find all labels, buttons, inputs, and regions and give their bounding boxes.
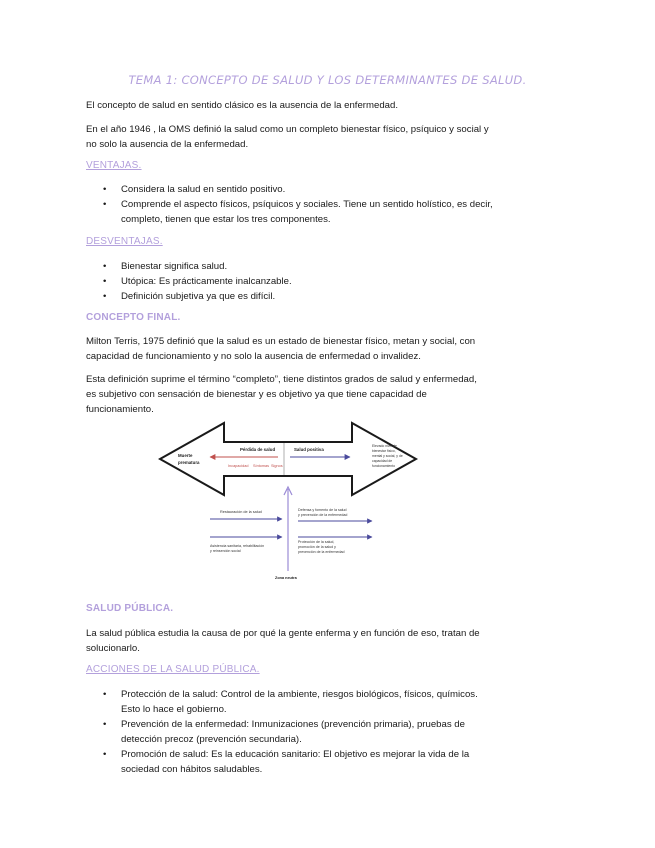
list-item: • Bienestar significa salud. bbox=[86, 259, 516, 274]
list-item: • Utópica: Es prácticamente inalcanzable. bbox=[86, 274, 516, 289]
defensa-label bbox=[298, 508, 348, 517]
defensa-line: Defensa y fomento de la salud bbox=[298, 508, 347, 512]
list-item-line: Definición subjetiva ya que es difícil. bbox=[121, 291, 276, 302]
right-end-line: funcionamiento bbox=[372, 464, 395, 468]
paragraph-line: Milton Terris, 1975 definió que la salud es un estado de bienestar físico, metan y social, con bbox=[86, 336, 476, 347]
intro-paragraph-2-line-1: En el año 1946 , la OMS definió la salud como un completo bienestar físico, psíquico y social y bbox=[86, 124, 489, 135]
asistencia-line: y reinserción social bbox=[210, 549, 241, 553]
list-item-line: Comprende el aspecto físicos, psíquicos y sociales. Tiene un sentido holístico, es decir, bbox=[121, 199, 493, 210]
proteccion-line: Protección de la salud, bbox=[298, 540, 335, 544]
concepto-final-paragraph-2 bbox=[86, 372, 516, 417]
list-item: • Protección de la salud: Control de la ambiente, riesgos biológicos, físicos, químicos. Esto lo hace el gobierno. bbox=[86, 687, 516, 717]
right-end-line: Elevado nivel de bbox=[372, 444, 397, 448]
salud-positiva-label: Salud positiva bbox=[294, 447, 324, 452]
desventajas-heading: DESVENTAJAS. bbox=[86, 236, 163, 247]
list-item: • Considera la salud en sentido positivo. bbox=[86, 182, 516, 197]
list-item: • Prevención de la enfermedad: Inmunizaciones (prevención primaria), pruebas de detección precoz (prevención secundaria). bbox=[86, 717, 516, 747]
list-item: • Promoción de salud: Es la educación sanitario: El objetivo es mejorar la vida de la sociedad con hábitos saludables. bbox=[86, 747, 516, 777]
restauracion-label: Restauración de la salud bbox=[220, 510, 262, 514]
list-item-line: Considera la salud en sentido positivo. bbox=[121, 184, 286, 195]
right-end-line: bienestar físico, bbox=[372, 449, 396, 453]
list-item-line: Utópica: Es prácticamente inalcanzable. bbox=[121, 276, 292, 287]
sintomas-label: Síntomas bbox=[253, 464, 270, 468]
list-item-line: detección precoz (prevención secundaria). bbox=[121, 734, 302, 745]
intro-paragraph-2 bbox=[86, 122, 516, 152]
intro-paragraph-2-line-2: no solo la ausencia de la enfermedad. bbox=[86, 139, 249, 150]
intro-paragraph-1: El concepto de salud en sentido clásico es la ausencia de la enfermedad. bbox=[86, 100, 398, 111]
salud-publica-heading: SALUD PÚBLICA. bbox=[86, 603, 174, 614]
right-end-line: capacidad de bbox=[372, 459, 393, 463]
paragraph-line: es subjetivo con sensación de bienestar y es objetivo ya que tiene capacidad de bbox=[86, 389, 427, 400]
signos-label: Signos bbox=[271, 464, 283, 468]
salud-publica-paragraph bbox=[86, 626, 516, 656]
acciones-list bbox=[86, 687, 516, 777]
proteccion-line: promoción de la salud y bbox=[298, 545, 336, 549]
paragraph-line: funcionamiento. bbox=[86, 404, 154, 415]
paragraph-line: Esta definición suprime el término “completo”, tiene distintos grados de salud y enfermedad, bbox=[86, 374, 477, 385]
list-item-line: completo, tienen que estar los tres componentes. bbox=[121, 214, 331, 225]
list-item-line: Protección de la salud: Control de la ambiente, riesgos biológicos, físicos, químicos. bbox=[121, 689, 478, 700]
paragraph-line: La salud pública estudia la causa de por qué la gente enferma y en función de eso, tratan de bbox=[86, 628, 480, 639]
health-continuum-diagram bbox=[158, 421, 530, 583]
paragraph-line: solucionarlo. bbox=[86, 643, 140, 654]
acciones-heading: ACCIONES DE LA SALUD PÚBLICA. bbox=[86, 664, 260, 675]
right-end-line: mental y social, y de bbox=[372, 454, 403, 458]
concepto-final-paragraph-1 bbox=[86, 334, 516, 364]
concepto-final-heading: CONCEPTO FINAL. bbox=[86, 312, 181, 323]
list-item-line: Promoción de salud: Es la educación sanitario: El objetivo es mejorar la vida de la bbox=[121, 749, 470, 760]
list-item-line: sociedad con hábitos saludables. bbox=[121, 764, 263, 775]
paragraph-line: capacidad de funcionamiento y no solo la ausencia de enfermedad o invalidez. bbox=[86, 351, 421, 362]
proteccion-line: prevención de la enfermedad bbox=[298, 550, 345, 554]
list-item: • Definición subjetiva ya que es difícil. bbox=[86, 289, 516, 304]
page-title: TEMA 1: CONCEPTO DE SALUD Y LOS DETERMINANTES DE SALUD. bbox=[128, 73, 527, 87]
list-item-line: Esto lo hace el gobierno. bbox=[121, 704, 227, 715]
desventajas-list bbox=[86, 259, 516, 304]
ventajas-list bbox=[86, 182, 516, 227]
left-end-label-line-2: prematura bbox=[178, 460, 200, 465]
zona-neutra-label: Zona neutra bbox=[275, 576, 297, 580]
list-item-line: Prevención de la enfermedad: Inmunizaciones (prevención primaria), pruebas de bbox=[121, 719, 465, 730]
ventajas-heading: VENTAJAS. bbox=[86, 160, 142, 171]
list-item-line: Bienestar significa salud. bbox=[121, 261, 228, 272]
left-end-label-line-1: Muerte bbox=[178, 453, 193, 458]
perdida-label: Pérdida de salud bbox=[240, 447, 276, 452]
proteccion-label bbox=[298, 540, 345, 554]
asistencia-label bbox=[210, 544, 265, 553]
list-item: • Comprende el aspecto físicos, psíquicos y sociales. Tiene un sentido holístico, es decir, completo, tienen que estar los tres componentes. bbox=[86, 197, 516, 227]
defensa-line: y prevención de la enfermedad bbox=[298, 513, 348, 517]
incapacidad-label: Incapacidad bbox=[228, 464, 249, 468]
asistencia-line: Asistencia sanitaria, rehabilitación bbox=[210, 544, 265, 548]
